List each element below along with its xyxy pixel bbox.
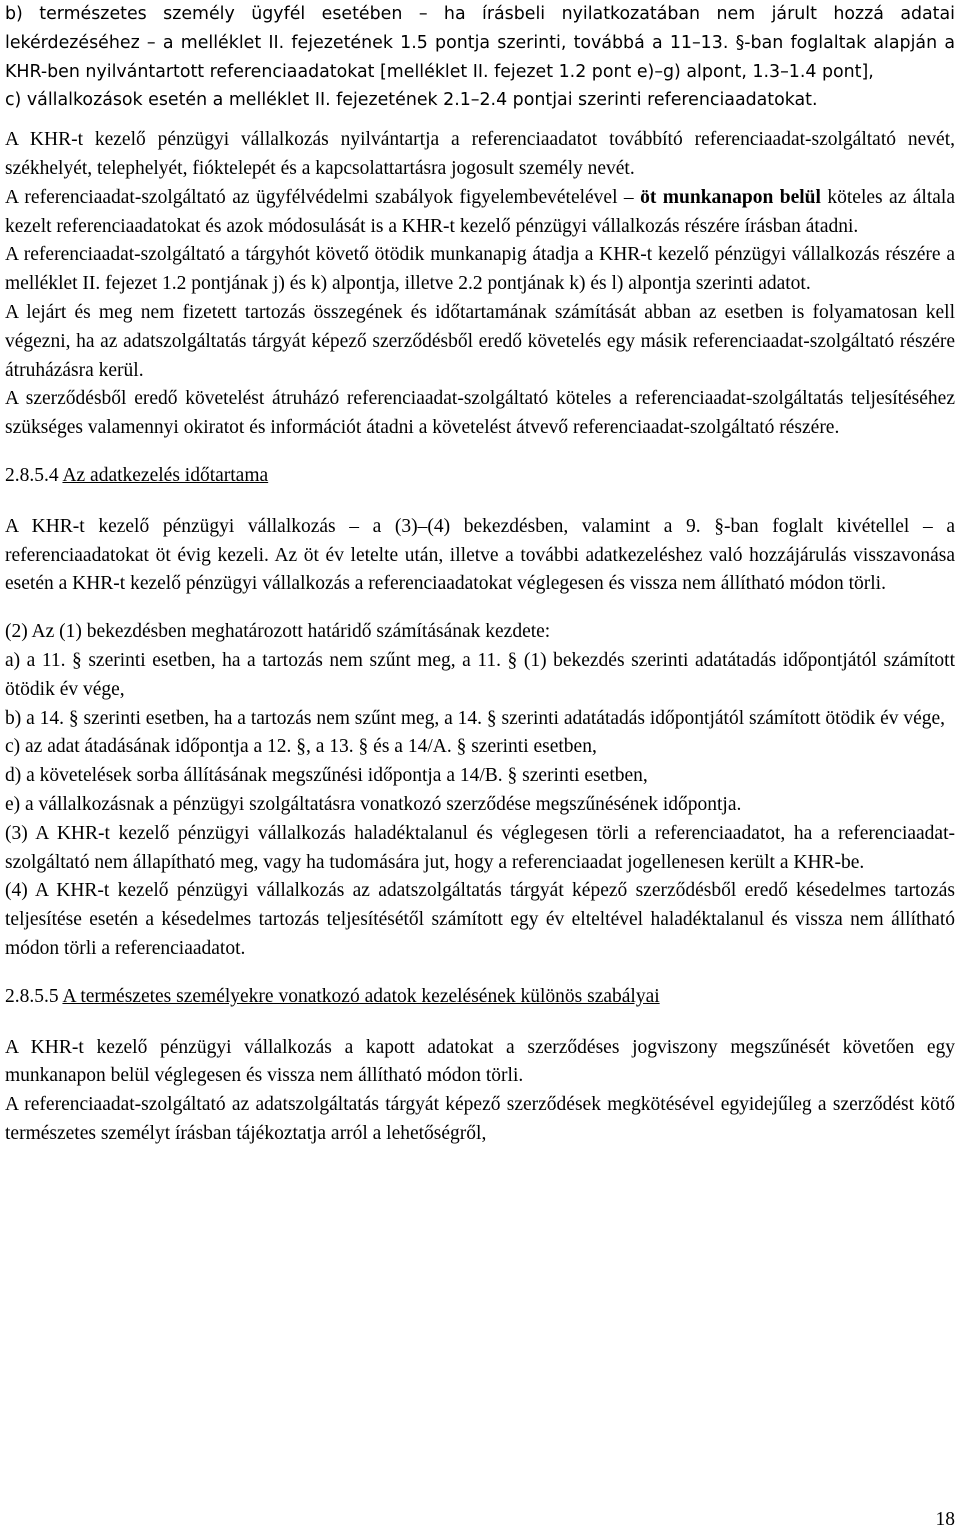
intro-paragraph-b: b) természetes személy ügyfél esetében – ha írásbeli nyilatkozatában nem járult hozzá adatai lekérdezéséhez – a melléklet II. fejezetének 1.5 pontja szerinti, továbbá a 11–13. §-ban foglaltak alapján a KHR-ben nyilvántartott referenciaadatokat [melléklet II. fejezet 1.2 pont e)–g) alpont, 1.3–1.4 pont], <box>5 4 955 82</box>
paragraph-retention-five-years: A KHR-t kezelő pénzügyi vállalkozás – a (3)–(4) bekezdésben, valamint a 9. §-ban foglalt kivétellel – a referenciaadatokat öt évig kezeli. Az öt év letelte után, illetve a további adatkezeléshez való hozzájárulás visszavonása esetén a KHR-t kezelő pénzügyi vállalkozás a referenciaadatokat véglegesen és vissza nem állítható módon törli. <box>5 515 955 595</box>
list-item-e: e) a vállalkozásnak a pénzügyi szolgáltatásra vonatkozó szerződése megszűnésének időpontja. <box>5 793 742 815</box>
document-page <box>5 0 955 1149</box>
list-item-d: d) a követelések sorba állításának megszűnési időpontja a 14/B. § szerinti esetben, <box>5 765 648 787</box>
section-heading-data-retention: 2.8.5.4 Az adatkezelés időtartama <box>5 464 269 486</box>
paragraph-late-debt-deletion: (4) A KHR-t kezelő pénzügyi vállalkozás az adatszolgáltatás tárgyát képező szerződésből eredő késedelmes tartozás teljesítése esetén a késedelmes tartozás teljesítésétől számított egy év elteltével haladéktalanul és vissza nem állítható módon törli a referenciaadatot. <box>5 880 955 959</box>
intro-paragraph-c: c) vállalkozások esetén a melléklet II. fejezetének 2.1–2.4 pontjai szerinti referenciaadatokat. <box>5 90 818 111</box>
paragraph-written-information: A referenciaadat-szolgáltató az adatszolgáltatás tárgyát képező szerződések megkötésével egyidejűleg a szerződést kötő természetes személyt írásban tájékoztatja arról a lehetőségről, <box>5 1094 955 1144</box>
list-item-c: c) az adat átadásának időpontja a 12. §, a 13. § és a 14/A. § szerinti esetben, <box>5 736 597 758</box>
paragraph-deadline-start: (2) Az (1) bekezdésben meghatározott határidő számításának kezdete: <box>5 621 551 643</box>
paragraph-claim-transfer: A szerződésből eredő követelést átruházó referenciaadat-szolgáltató köteles a referenciaadat-szolgáltatás teljesítéséhez szükséges valamennyi okiratot és információt átadni a követelést átvevő referenciaadat-szolgáltató részére. <box>5 388 955 439</box>
page-number: 18 <box>935 1509 955 1530</box>
paragraph-registry-records: A KHR-t kezelő pénzügyi vállalkozás nyilvántartja a referenciaadatot továbbító referenciaadat-szolgáltató nevét, székhelyét, telephelyét, fióktelepét és a kapcsolattartásra jogosult személy nevét. <box>5 129 955 179</box>
paragraph-immediate-deletion: (3) A KHR-t kezelő pénzügyi vállalkozás haladéktalanul és véglegesen törli a referenciaadatot, ha a referenciaadat-szolgáltató nem állapítható meg, vagy ha tudomására jut, hogy a referenciaadat jogellenesen került a KHR-be. <box>5 822 955 873</box>
section-heading-natural-persons: 2.8.5.5 A természetes személyekre vonatkozó adatok kezelésének különös szabályai <box>5 985 660 1007</box>
list-item-a: a) a 11. § szerinti esetben, ha a tartozás nem szűnt meg, a 11. § (1) bekezdés szerinti adatátadás időpontjától számított ötödik év vége, <box>5 649 955 700</box>
paragraph-overdue-calculation: A lejárt és meg nem fizetett tartozás összegének és időtartamának számítását abban az esetben is folyamatosan kell végezni, ha az adatszolgáltatás tárgyát képező szerződésből eredő követelés egy másik referenciaadat-szolgáltató részére átruházásra kerül. <box>5 301 955 381</box>
bold-five-working-days: öt munkanapon belül <box>640 186 821 208</box>
paragraph-fifth-working-day: A referenciaadat-szolgáltató a tárgyhót követő ötödik munkanapig átadja a KHR-t kezelő pénzügyi vállalkozás részére a melléklet II. fejezet 1.2 pontjának j) és k) alpontja, illetve 2.2 pontjának k) és l) alpontja szerinti adatot. <box>5 244 955 295</box>
paragraph-contract-termination-deletion: A KHR-t kezelő pénzügyi vállalkozás a kapott adatokat a szerződéses jogviszony megszűnését követően egy munkanapon belül véglegesen és vissza nem állítható módon törli. <box>5 1036 955 1087</box>
paragraph-five-working-days: A referenciaadat-szolgáltató az ügyfélvédelmi szabályok figyelembevételével – öt munkanapon belül köteles az általa kezelt referenciaadatokat és azok módosulását is a KHR-t kezelő pénzügyi vállalkozás részére írásban átadni. <box>5 186 955 237</box>
section-title-data-retention: Az adatkezelés időtartama <box>62 464 269 486</box>
section-title-natural-persons: A természetes személyekre vonatkozó adatok kezelésének különös szabályai <box>62 985 660 1007</box>
list-item-b: b) a 14. § szerinti esetben, ha a tartozás nem szűnt meg, a 14. § szerinti adatátadás időpontjától számított ötödik év vége, <box>5 707 946 729</box>
